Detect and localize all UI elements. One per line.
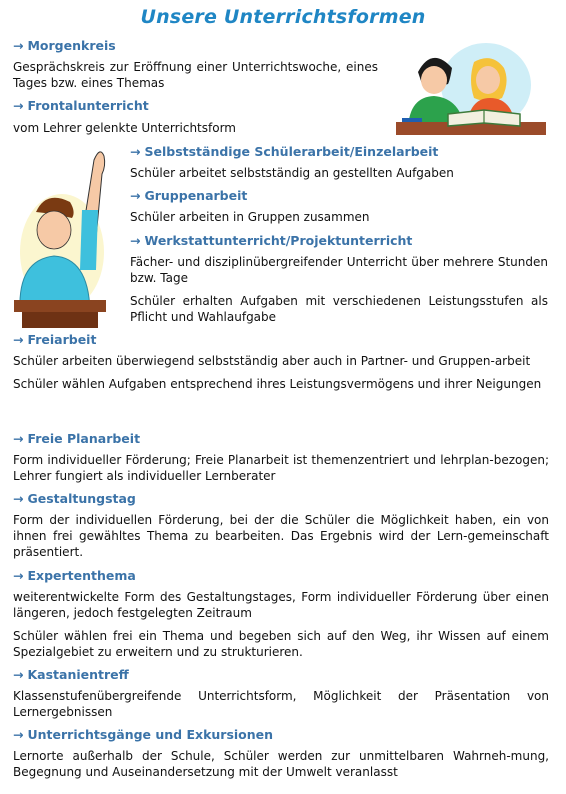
section-heading xyxy=(13,568,549,583)
arrow-icon: → xyxy=(13,491,24,506)
page-title: Unsere Unterrichtsformen xyxy=(140,6,426,28)
section-text: Schüler wählen Aufgaben entsprechend ihres Leistungsvermögens und ihrer Neigungen xyxy=(13,377,542,391)
section-text: Form individueller Förderung; Freie Planarbeit ist themenzentriert und lehrplan-bezogen; Lehrer fungiert als individueller Lernberater xyxy=(13,453,549,483)
heading-label: Morgenkreis xyxy=(27,38,116,53)
section-text: Schüler arbeitet selbstständig an gestellten Aufgaben xyxy=(130,166,454,180)
section-gestaltungstag xyxy=(13,491,549,560)
arrow-icon: → xyxy=(13,38,24,53)
heading-label: Selbstständige Schülerarbeit/Einzelarbeit xyxy=(144,144,439,159)
heading-label: Kastanientreff xyxy=(27,667,129,682)
section-text: Fächer- und disziplinübergreifender Unterricht über mehrere Stunden bzw. Tage xyxy=(130,255,548,285)
section-text: weiterentwickelte Form des Gestaltungstages, Form individueller Förderung über einen längeren, jedoch festgelegten Zeitraum xyxy=(13,590,549,620)
arrow-icon: → xyxy=(13,98,24,113)
section-heading xyxy=(13,431,549,446)
heading-label: Freiarbeit xyxy=(27,332,97,347)
arrow-icon: → xyxy=(13,727,24,742)
section-freiarbeit xyxy=(13,332,549,392)
arrow-icon: → xyxy=(130,144,141,159)
section-unterrichtsgaenge xyxy=(13,727,549,780)
section-text: Lernorte außerhalb der Schule, Schüler werden zur unmittelbaren Wahrneh-mung, Begegnung und Auseinandersetzung mit der Umwelt veranlasst xyxy=(13,749,549,779)
reading-children-illustration xyxy=(396,40,546,135)
raising-hand-boy-illustration xyxy=(14,140,114,328)
heading-label: Freie Planarbeit xyxy=(27,431,141,446)
section-text: Schüler wählen frei ein Thema und begeben sich auf den Weg, ihr Wissen auf einem Spezialgebiet zu erweitern und zu strukturieren. xyxy=(13,629,549,659)
arrow-icon: → xyxy=(130,233,141,248)
arrow-icon: → xyxy=(13,568,24,583)
heading-label: Gruppenarbeit xyxy=(144,188,248,203)
arrow-icon: → xyxy=(130,188,141,203)
section-heading xyxy=(130,233,548,248)
section-text: Form der individuellen Förderung, bei der die Schüler die Möglichkeit haben, ein von ihnen frei gewähltes Thema zu bearbeiten. Das Ergebnis wird der Lern-gemeinschaft präsentiert. xyxy=(13,513,549,559)
section-text: Schüler arbeiten in Gruppen zusammen xyxy=(130,210,370,224)
arrow-icon: → xyxy=(13,332,24,347)
section-heading xyxy=(130,144,548,159)
section-text: Schüler arbeiten überwiegend selbstständig aber auch in Partner- und Gruppen-arbeit xyxy=(13,354,531,368)
section-heading xyxy=(13,98,378,113)
section-heading xyxy=(13,667,549,682)
section-heading xyxy=(13,38,378,53)
section-frontalunterricht xyxy=(13,98,378,136)
section-heading xyxy=(13,332,549,347)
section-text: Klassenstufenübergreifende Unterrichtsform, Möglichkeit der Präsentation von Lernergebnissen xyxy=(13,689,549,719)
section-gruppenarbeit xyxy=(130,188,548,225)
arrow-icon: → xyxy=(13,667,24,682)
section-heading xyxy=(13,491,549,506)
section-einzelarbeit xyxy=(130,144,548,181)
section-expertenthema xyxy=(13,568,549,660)
section-heading xyxy=(13,727,549,742)
heading-label: Werkstattunterricht/Projektunterricht xyxy=(144,233,413,248)
section-freie-planarbeit xyxy=(13,431,549,484)
section-text: Schüler erhalten Aufgaben mit verschiedenen Leistungsstufen als Pflicht und Wahlaufgabe xyxy=(130,294,548,324)
section-heading xyxy=(130,188,548,203)
heading-label: Gestaltungstag xyxy=(27,491,136,506)
section-text: vom Lehrer gelenkte Unterrichtsform xyxy=(13,121,236,135)
section-text: Gesprächskreis zur Eröffnung einer Unterrichtswoche, eines Tages bzw. eines Themas xyxy=(13,60,378,90)
section-werkstattunterricht xyxy=(130,233,548,325)
section-morgenkreis xyxy=(13,38,378,91)
section-kastanientreff xyxy=(13,667,549,720)
heading-label: Expertenthema xyxy=(27,568,136,583)
heading-label: Frontalunterricht xyxy=(27,98,149,113)
arrow-icon: → xyxy=(13,431,24,446)
heading-label: Unterrichtsgänge und Exkursionen xyxy=(27,727,274,742)
